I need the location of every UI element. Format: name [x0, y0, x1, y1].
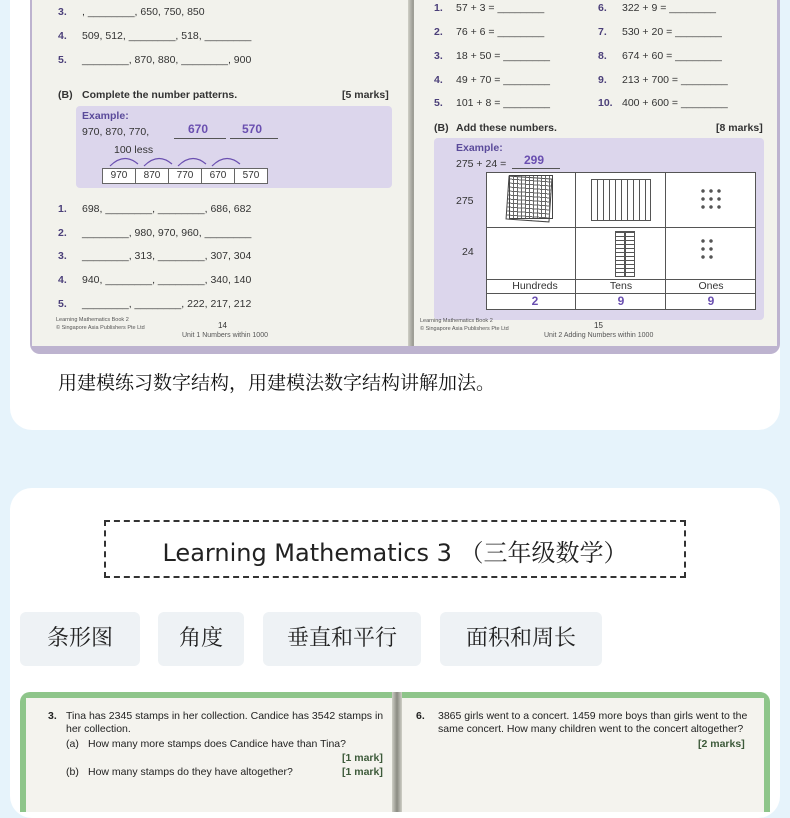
part-text: How many stamps do they have altogether?: [88, 766, 293, 778]
pattern-box: 970: [102, 168, 136, 184]
tens-rods: [615, 231, 625, 277]
question-number: 3.: [48, 710, 57, 722]
left-page: [26, 698, 392, 812]
sum-text: 101 + 8 = ________: [456, 97, 551, 109]
hundreds-block: [509, 175, 553, 219]
row-text: ________, ________, 222, 217, 212: [82, 298, 252, 310]
pattern-box: 670: [201, 168, 235, 184]
part-marks: [1 mark]: [342, 752, 383, 764]
footer-book: Learning Mathematics Book 2: [420, 318, 493, 324]
sum-text: 213 + 700 = ________: [622, 74, 728, 86]
section-label: (B): [58, 89, 73, 101]
sum-text: 400 + 600 = ________: [622, 97, 728, 109]
question-text: 3865 girls went to a concert. 1459 more boys than girls went to the same concert. How many children went to the concert altogether?: [438, 710, 748, 735]
tag-angles[interactable]: 角度: [158, 612, 244, 666]
example-hint: 100 less: [114, 144, 154, 156]
answer-line: [230, 138, 278, 139]
sum-num: 3.: [434, 50, 443, 62]
example-equation: 275 + 24 =: [456, 158, 507, 170]
sum-num: 8.: [598, 50, 607, 62]
row-text: ________, 870, 880, ________, 900: [82, 54, 252, 66]
footer-publisher: © Singapore Asia Publishers Pte Ltd: [56, 325, 145, 331]
sum-num: 1.: [434, 2, 443, 14]
right-page: [402, 698, 764, 812]
col-label-tens: Tens: [609, 280, 633, 292]
sum-text: 18 + 50 = ________: [456, 50, 551, 62]
example-answer: 299: [524, 153, 545, 167]
row-num: 3.: [58, 6, 67, 18]
example-sequence: 970, 870, 770,: [82, 126, 150, 138]
example-label: Example:: [82, 110, 129, 122]
row-text: 509, 512, ________, 518, ________: [82, 30, 252, 42]
right-page: [414, 0, 777, 346]
workbook-photo-bottom: [20, 692, 770, 812]
caption: 用建模练习数字结构，用建模法数字结构讲解加法。: [58, 372, 496, 394]
tag-area-perimeter[interactable]: 面积和周长: [440, 612, 602, 666]
sum-num: 4.: [434, 74, 443, 86]
sum-num: 6.: [598, 2, 607, 14]
book-title: Learning Mathematics 3 （三年级数学）: [162, 539, 628, 567]
bottom-card: [10, 488, 780, 818]
row-num: 4.: [58, 274, 67, 286]
answer-line: [174, 138, 226, 139]
question-marks: [2 marks]: [698, 738, 745, 750]
row-text: 698, ________, ________, 686, 682: [82, 203, 252, 215]
row-text: ________, 313, ________, 307, 304: [82, 250, 252, 262]
part-marks: [1 mark]: [342, 766, 383, 778]
example-label: Example:: [456, 142, 503, 154]
example-answer-1: 670: [188, 122, 209, 136]
sum-num: 7.: [598, 26, 607, 38]
sum-num: 5.: [434, 97, 443, 109]
sum-num: 10.: [598, 97, 613, 109]
row-text: ________, 980, 970, 960, ________: [82, 227, 252, 239]
ones-cubes: [699, 237, 715, 261]
example-box: [76, 106, 392, 188]
place-value-table: [486, 172, 756, 310]
row-num: 1.: [58, 203, 67, 215]
sum-text: 674 + 60 = ________: [622, 50, 722, 62]
sum-num: 2.: [434, 26, 443, 38]
col-label-hundreds: Hundreds: [512, 280, 558, 292]
col-value-ones: 9: [707, 294, 715, 308]
row-text: 940, ________, ________, 340, 140: [82, 274, 252, 286]
footer-unit: Unit 1 Numbers within 1000: [182, 332, 268, 339]
title-box: [104, 520, 686, 578]
row-num: 5.: [58, 54, 67, 66]
row-text: , ________, 650, 750, 850: [82, 6, 205, 18]
row-num: 4.: [58, 30, 67, 42]
page-number: 14: [218, 321, 227, 330]
question-text: Tina has 2345 stamps in her collection. Candice has 3542 stamps in her collection.: [66, 710, 384, 735]
ones-cubes: [699, 187, 723, 211]
top-card: [10, 0, 780, 430]
book-gutter: [392, 692, 402, 812]
part-label: (a): [66, 738, 79, 750]
tag-perpendicular-parallel[interactable]: 垂直和平行: [263, 612, 421, 666]
pattern-box: 870: [135, 168, 169, 184]
example-answer-2: 570: [242, 122, 263, 136]
workbook-photo-top: [30, 0, 780, 354]
row-label-275: 275: [456, 195, 474, 207]
sum-num: 9.: [598, 74, 607, 86]
section-marks: [5 marks]: [342, 89, 389, 101]
question-number: 6.: [416, 710, 425, 722]
section-marks: [8 marks]: [716, 122, 763, 134]
footer-book: Learning Mathematics Book 2: [56, 317, 129, 323]
sum-text: 49 + 70 = ________: [456, 74, 551, 86]
row-num: 2.: [58, 227, 67, 239]
arrows-diagram: [104, 152, 254, 168]
sum-text: 530 + 20 = ________: [622, 26, 722, 38]
tens-rods: [591, 179, 651, 221]
footer-unit: Unit 2 Adding Numbers within 1000: [544, 332, 654, 339]
sum-text: 76 + 6 = ________: [456, 26, 545, 38]
pattern-box: 570: [234, 168, 268, 184]
page-number: 15: [594, 321, 603, 330]
pattern-box: 770: [168, 168, 202, 184]
part-text: How many more stamps does Candice have than Tina?: [88, 738, 346, 750]
answer-line: [512, 168, 560, 169]
row-label-24: 24: [462, 246, 474, 258]
col-label-ones: Ones: [698, 280, 724, 292]
left-page: [32, 0, 410, 346]
part-label: (b): [66, 766, 79, 778]
footer-publisher: © Singapore Asia Publishers Pte Ltd: [420, 326, 509, 332]
sum-text: 57 + 3 = ________: [456, 2, 545, 14]
section-label: (B): [434, 122, 449, 134]
section-title: Complete the number patterns.: [82, 89, 238, 101]
example-box: [434, 138, 764, 320]
col-value-tens: 9: [617, 294, 625, 308]
section-title: Add these numbers.: [456, 122, 557, 134]
tens-rods: [625, 231, 635, 277]
sum-text: 322 + 9 = ________: [622, 2, 717, 14]
col-value-hundreds: 2: [531, 294, 539, 308]
row-num: 5.: [58, 298, 67, 310]
row-num: 3.: [58, 250, 67, 262]
tag-bar-graph[interactable]: 条形图: [20, 612, 140, 666]
